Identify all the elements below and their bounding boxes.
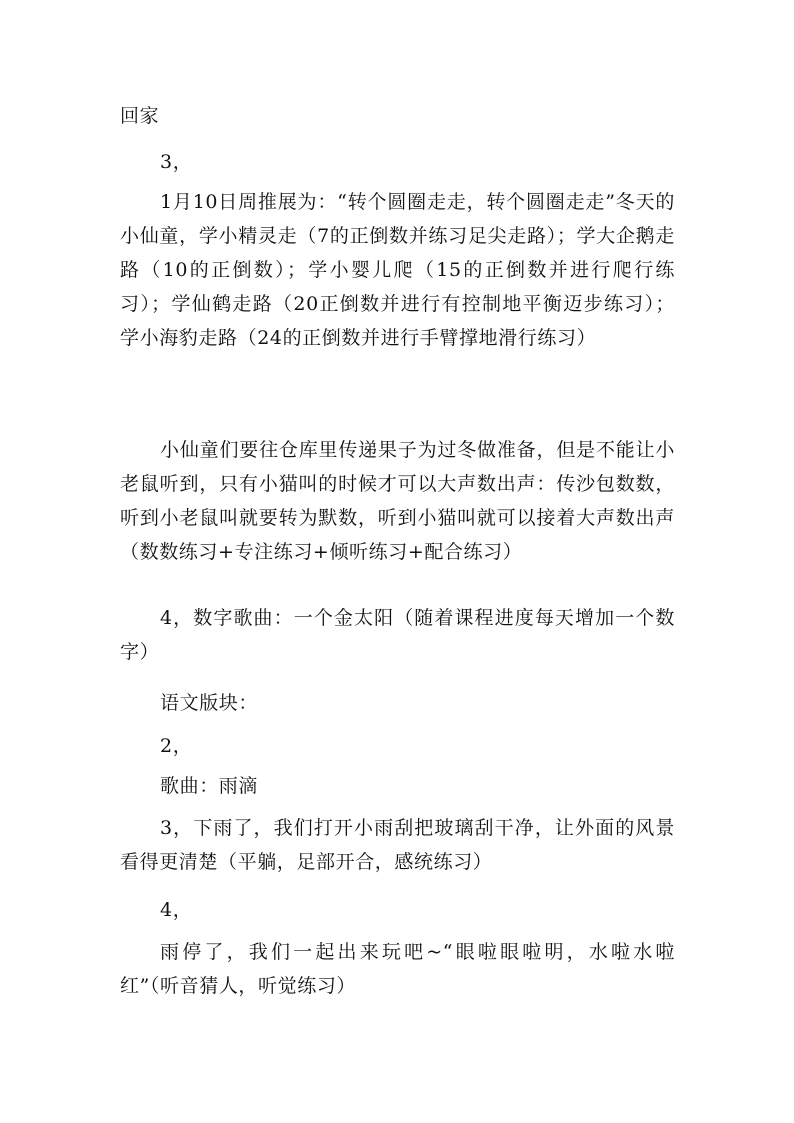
- paragraph-text: 4，: [160, 899, 193, 921]
- paragraph-text: 小仙童们要往仓库里传递果子为过冬做准备，但是不能让小老鼠听到，只有小猫叫的时候才可以大声数出声：传沙包数数，听到小老鼠叫就要转为默数，听到小猫叫就可以接着大声数出声（数数练习+专注练习+倾听练习+配合练习）: [120, 439, 675, 563]
- paragraph-week-plan: [120, 185, 675, 355]
- paragraph-number-4: [120, 893, 675, 927]
- paragraph-text: 回家: [120, 105, 160, 127]
- paragraph-chinese-section: [120, 686, 675, 720]
- paragraph-little-fairies: [120, 433, 675, 569]
- paragraph-text: 歌曲：雨滴: [160, 775, 259, 797]
- paragraph-text: 语文版块：: [160, 692, 259, 714]
- paragraph-song-raindrops: [120, 769, 675, 803]
- paragraph-home: [120, 99, 675, 133]
- paragraph-wiper: [120, 811, 675, 879]
- paragraph-text: 3，: [160, 151, 193, 173]
- paragraph-text: 4，数字歌曲：一个金太阳（随着课程进度每天增加一个数字）: [120, 607, 675, 663]
- paragraph-text: 3，下雨了，我们打开小雨刮把玻璃刮干净，让外面的风景看得更清楚（平躺，足部开合，感统练习）: [120, 817, 675, 873]
- paragraph-rain-stopped: [120, 935, 675, 1003]
- paragraph-number-3: [120, 145, 675, 179]
- paragraph-number-2: [120, 729, 675, 763]
- paragraph-number-song: [120, 601, 675, 669]
- paragraph-text: 1月10日周推展为：“转个圆圈走走，转个圆圈走走”冬天的小仙童，学小精灵走（7的正倒数并练习足尖走路）；学大企鹅走路（10的正倒数）；学小婴儿爬（15的正倒数并进行爬行练习）；学仙鹤走路（20正倒数并进行有控制地平衡迈步练习）；学小海豹走路（24的正倒数并进行手臂撑地滑行练习）: [120, 191, 675, 349]
- paragraph-text: 雨停了，我们一起出来玩吧~“眼啦眼啦明，水啦水啦红”（听音猜人，听觉练习）: [120, 941, 675, 997]
- paragraph-text: 2，: [160, 735, 193, 757]
